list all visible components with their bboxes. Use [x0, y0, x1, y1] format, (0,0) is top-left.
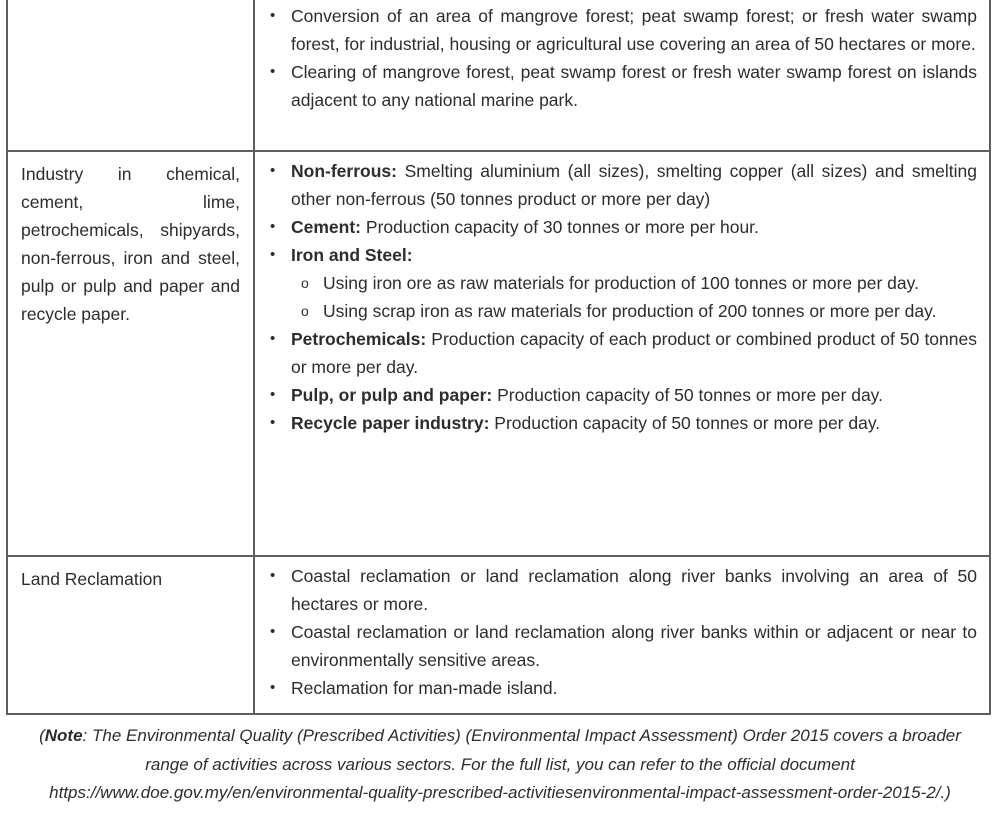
list-item: [265, 2, 977, 58]
bullet-icon: •: [270, 623, 276, 640]
list-item: [265, 157, 977, 213]
list-item-text: [291, 157, 977, 213]
list-item: [265, 58, 977, 114]
category-cell: Industry in chemical, cement, lime, petrochemicals, shipyards, non-ferrous, iron and steel, pulp or pulp and paper and recycle paper.: [8, 152, 255, 555]
bullet-icon: •: [270, 567, 276, 584]
list-item-text: Conversion of an area of mangrove forest; peat swamp forest; or fresh water swamp forest, for industrial, housing or agricultural use covering an area of 50 hectares or more.: [291, 6, 977, 54]
list-item: [265, 325, 977, 381]
bullet-icon: •: [270, 162, 276, 179]
bullet-icon: •: [270, 330, 276, 347]
item-body: Production capacity of 50 tonnes or more per day.: [494, 413, 881, 433]
item-label: Cement:: [291, 217, 362, 237]
list-item-text: Clearing of mangrove forest, peat swamp forest or fresh water swamp forest on islands adjacent to any national marine park.: [291, 62, 977, 110]
footnote-label: Note: [44, 726, 83, 745]
list-item: [265, 618, 977, 674]
circle-bullet-icon: o: [301, 275, 309, 291]
list-item-text: [291, 325, 977, 381]
bullet-icon: •: [270, 414, 276, 431]
activities-cell: [255, 557, 989, 713]
item-body: Production capacity of 50 tonnes or more per day.: [497, 385, 883, 405]
list-item-text: [291, 381, 977, 409]
list-item: [265, 213, 977, 241]
bullet-icon: •: [270, 679, 276, 696]
bullet-icon: •: [270, 246, 276, 263]
table-row-land-reclamation: [8, 555, 989, 713]
footnote-open-paren: (: [39, 726, 45, 745]
bullet-icon: •: [270, 7, 276, 24]
item-label: Recycle paper industry:: [291, 413, 490, 433]
list-item-text: [291, 213, 977, 241]
list-item-text: [291, 409, 977, 437]
table-row-industry: [8, 150, 989, 555]
footnote-text: : The Environmental Quality (Prescribed Activities) (Environmental Impact Assessment) Order 2015 covers a broader range of activities across various sectors. For the full list, you can refer to the official document https://www.doe.gov.my/en/environmental-quality-prescribed-activitiesenvironmental-impact-assessment-order-2015-2/.): [49, 726, 961, 802]
item-label: Petrochemicals:: [291, 329, 427, 349]
category-cell: [8, 0, 255, 150]
category-cell: Land Reclamation: [8, 557, 255, 713]
table-row-forest: [8, 0, 989, 150]
sub-list-item-text: Using iron ore as raw materials for production of 100 tonnes or more per day.: [323, 273, 919, 293]
list-item-text: Coastal reclamation or land reclamation along river banks within or adjacent or near to environmentally sensitive areas.: [291, 622, 977, 670]
circle-bullet-icon: o: [301, 303, 309, 319]
activities-cell: [255, 0, 989, 150]
sub-list-item-text: Using scrap iron as raw materials for production of 200 tonnes or more per day.: [323, 301, 937, 321]
list-item-text: [291, 241, 977, 269]
list-item-text: Coastal reclamation or land reclamation along river banks involving an area of 50 hectares or more.: [291, 566, 977, 614]
footnote: [20, 722, 980, 808]
item-label: Iron and Steel:: [291, 245, 413, 265]
prescribed-activities-table: [6, 0, 991, 715]
list-item: [265, 381, 977, 409]
item-label: Pulp, or pulp and paper:: [291, 385, 493, 405]
activities-cell: [255, 152, 989, 555]
bullet-icon: •: [270, 386, 276, 403]
bullet-icon: •: [270, 63, 276, 80]
list-item-text: Reclamation for man-made island.: [291, 678, 558, 698]
sub-list-item: [295, 297, 977, 325]
list-item: [265, 674, 977, 702]
list-item: [265, 241, 977, 269]
item-body: Production capacity of each product or combined product of 50 tonnes or more per day.: [291, 329, 977, 377]
item-label: Non-ferrous:: [291, 161, 397, 181]
list-item: [265, 562, 977, 618]
sub-list-item: [295, 269, 977, 297]
item-body: Production capacity of 30 tonnes or more per hour.: [365, 217, 759, 237]
list-item: [265, 409, 977, 437]
item-body: Smelting aluminium (all sizes), smelting copper (all sizes) and smelting other non-ferrous (50 tonnes product or more per day): [291, 161, 977, 209]
bullet-icon: •: [270, 218, 276, 235]
